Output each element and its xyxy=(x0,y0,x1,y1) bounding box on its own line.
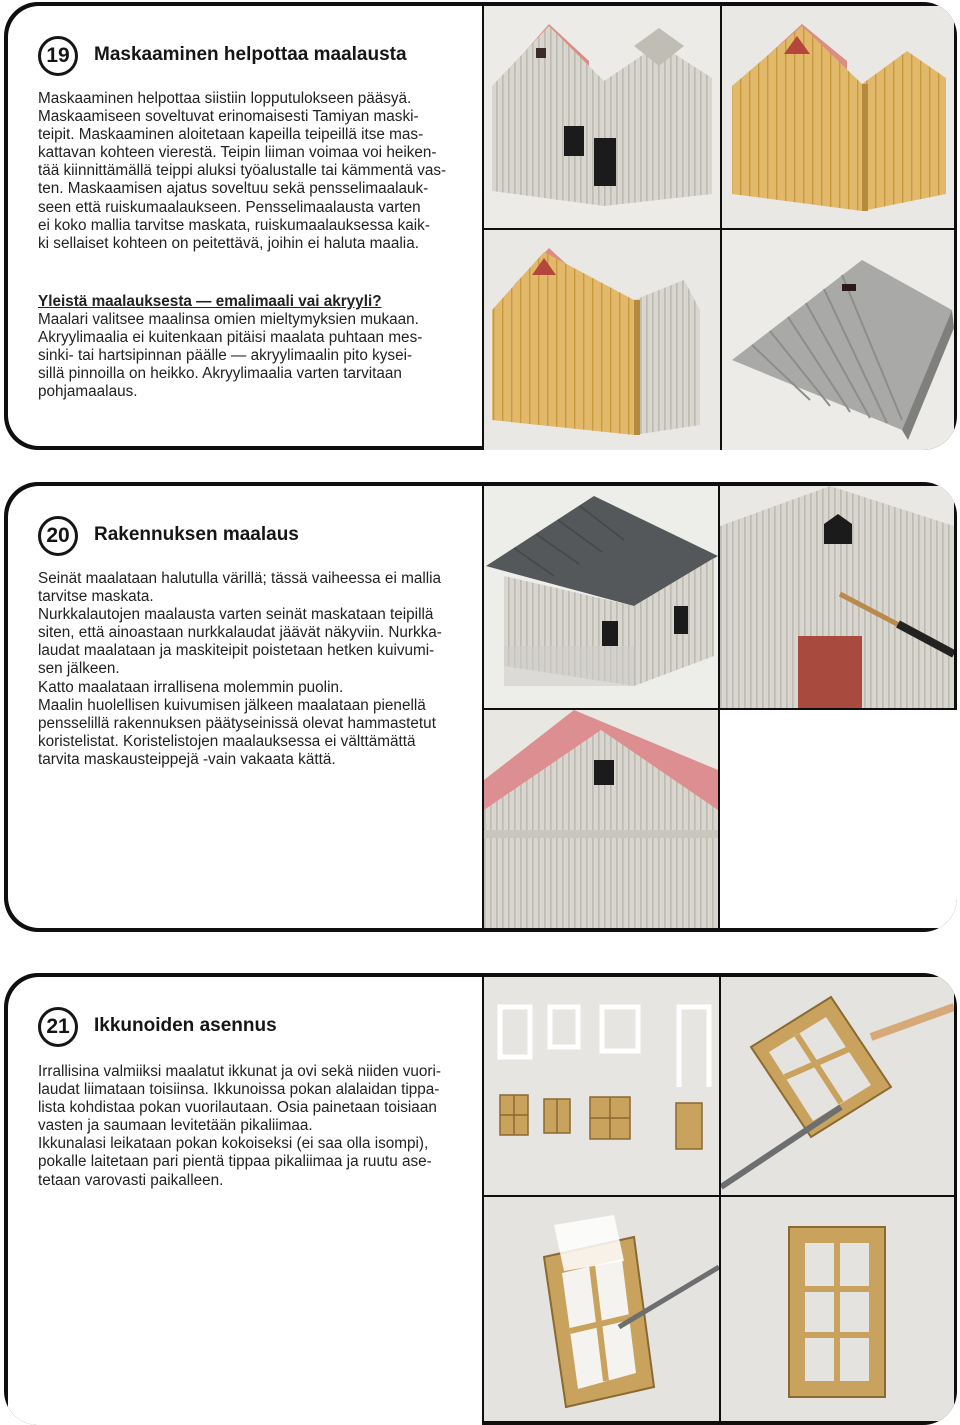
step-21-text-panel xyxy=(8,977,482,1425)
body-line: laudat maalataan ja maskiteipit poistetaan hetken kuivumi- xyxy=(38,642,435,660)
body-line: sinki- tai hartsipinnan päälle — akryylimaalin pito kysei- xyxy=(38,347,413,365)
body-line: laudat liimataan toisiinsa. Ikkunoissa pokan alalaidan tippa- xyxy=(38,1081,440,1099)
body-line: Maalari valitsee maalinsa omien mieltymyksien mukaan. xyxy=(38,311,419,329)
body-line: tarvita maskausteippejä -vain vakaata kättä. xyxy=(38,750,336,768)
body-line: teipit. Maskaaminen aloitetaan kapeilla teipeillä itse mas- xyxy=(38,126,424,144)
step-number-badge: 19 xyxy=(38,36,78,76)
body-line: Maalin huolellisen kuivumisen jälkeen maalataan pienellä xyxy=(38,696,426,714)
body-line: tetaan varovasti paikalleen. xyxy=(38,1171,224,1189)
body-line: sillä pinnoilla on heikko. Akryylimaalia varten tarvitaan xyxy=(38,365,402,383)
body-line: Maskaaminen helpottaa siistiin lopputulokseen pääsyä. xyxy=(38,90,412,107)
step-19-card xyxy=(4,2,957,450)
step-21-card xyxy=(4,973,957,1425)
step-body-text xyxy=(38,570,442,769)
step-number-badge: 20 xyxy=(38,516,78,556)
step-body-text xyxy=(38,1063,441,1190)
photo-unmasked-model xyxy=(484,6,720,228)
photo-masked-model-front xyxy=(484,230,720,450)
subheading: Yleistä maalauksesta — emalimaali vai akryyli? xyxy=(38,293,382,310)
step-body-text xyxy=(38,90,446,253)
body-line: Nurkkalautojen maalausta varten seinät maskataan teipillä xyxy=(38,606,434,624)
empty-panel xyxy=(720,710,957,928)
body-line: kattavan kohteen vierestä. Teipin liiman voimaa voi heiken- xyxy=(38,144,437,162)
body-line: lista kohdistaa pokan vuorilautaan. Osia painetaan toisiaan xyxy=(38,1099,437,1117)
body-line: sen jälkeen. xyxy=(38,660,120,678)
photo-masked-model xyxy=(722,6,954,228)
body-line: Katto maalataan irrallisena molemmin puolin. xyxy=(38,678,344,696)
body-line: pohjamaalaus. xyxy=(38,383,138,401)
step-20-card xyxy=(4,482,957,932)
body-line: tarvitse maskata. xyxy=(38,588,154,606)
step-number-badge: 21 xyxy=(38,1007,78,1047)
body-line: ten. Maskaamisen ajatus soveltuu sekä pensselimaalauk- xyxy=(38,180,429,198)
body-line: Irrallisina valmiiksi maalatut ikkunat ja ovi sekä niiden vuori- xyxy=(38,1063,441,1080)
body-line: koristelistat. Koristelistojen maalauksessa ei välttämättä xyxy=(38,732,416,750)
body-line: vasten ja saumaan levitetään pikaliimaa. xyxy=(38,1117,313,1135)
photo-window-finished xyxy=(721,1197,954,1421)
body-line: Seinät maalataan halutulla värillä; tässä vaiheessa ei mallia xyxy=(38,570,442,587)
body-line: seen että ruiskumaalaukseen. Pensselimaalausta varten xyxy=(38,198,421,216)
step-title: Maskaaminen helpottaa maalausta xyxy=(94,44,407,65)
body-line: siten, että ainoastaan nurkkalaudat jäävät näkyviin. Nurkka- xyxy=(38,624,442,642)
body-line: tää kiinnittämällä teippi aluksi työalustalle tai kämmentä vas- xyxy=(38,162,447,180)
photo-gable-end xyxy=(484,710,718,928)
photo-painting-brush xyxy=(720,486,954,708)
photo-window-tweezers xyxy=(721,977,954,1195)
step-20-text-panel xyxy=(8,486,482,928)
body-line: ki sellaiset kohteen on peitettävä, joihin ei haluta maalia. xyxy=(38,234,419,252)
step-19-text-panel xyxy=(8,6,482,446)
body-line: Akryylimaalia ei kuitenkaan pitäisi maalata puhtaan mes- xyxy=(38,329,423,347)
body-line: Maskaamiseen soveltuvat erinomaisesti Tamiyan maski- xyxy=(38,108,419,126)
photo-model-dark-roof xyxy=(484,486,718,708)
body-line: Ikkunalasi leikataan pokan kokoiseksi (ei saa olla isompi), xyxy=(38,1135,429,1153)
body-line: pensselillä rakennuksen päätyseinissä olevat hammastetut xyxy=(38,714,436,732)
photo-roof-panel xyxy=(722,230,954,450)
body-line: ei koko mallia tarvitse maskata, ruiskumaalauksessa kaik- xyxy=(38,216,430,234)
step-title: Ikkunoiden asennus xyxy=(94,1015,277,1036)
step-subsection-text xyxy=(38,293,422,402)
step-title: Rakennuksen maalaus xyxy=(94,524,299,545)
body-line: pokalle laitetaan pari pientä tippaa pikaliimaa ja ruutu ase- xyxy=(38,1153,432,1171)
photo-window-glazing xyxy=(484,1197,719,1421)
photo-window-parts xyxy=(484,977,719,1195)
